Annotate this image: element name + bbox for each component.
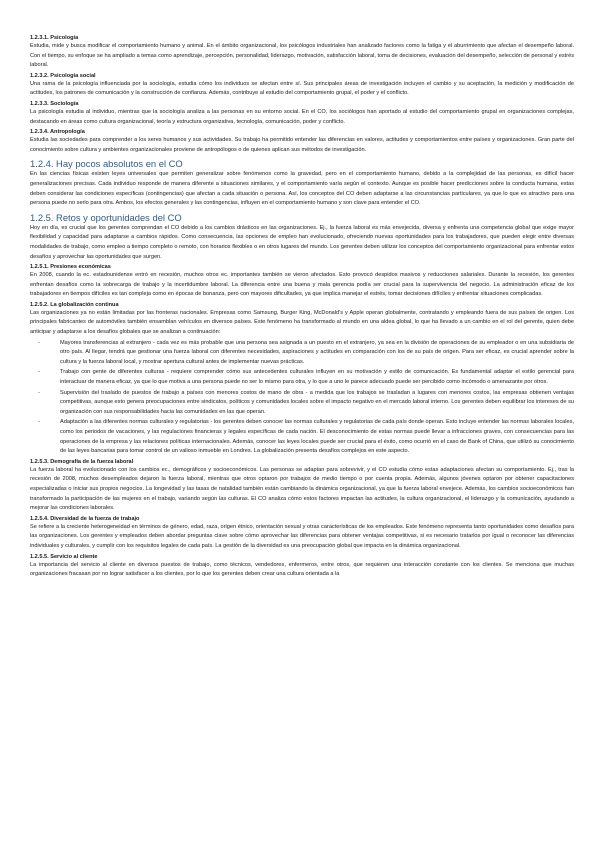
paragraph: Hoy en día, es crucial que los gerentes comprendan el CO debido a los cambios drásticos en las organizaciones. Ej., la fuerza laboral es más envejecida, diversa y enfrenta una competencia global que exige mayor flexibilidad y capacidad para adaptarse a cambios rápidos. Como consecuencia, las opciones de empleo han evolucionado, ofreciendo nuevas oportunidades para los trabajadores, que pueden elegir entre diversas modalidades de trabajo, como empleo a tiempo completo o remoto, con horarios flexibles o en otros lugares del mundo. Los gerentes deben utilizar los conceptos del comportamiento organizacional para enfrentar estos desafíos y aprovechar las oportunidades que surgen. — [30, 224, 574, 260]
bullet-item — [38, 418, 574, 456]
bullet-text: Mayores transferencias al extranjero - cada vez es más probable que una persona sea asignada a un puesto en el extranjero, ya sea en la división de operaciones de su empleador o en una subsidiaria de otro país. Al llegar, tendrá que gestionar una fuerza laboral con diferentes necesidades, aspiraciones y actitudes en comparación con los de su país de origen. Para ser eficaz, es crucial aprender sobre la cultura y la fuerza laboral local, y mostrar apertura cultural antes de implementar nuevas prácticas. — [60, 339, 574, 365]
subsection-heading: 1.2.5.3. Demografía de la fuerza laboral — [30, 458, 134, 465]
bullet-dash-icon: - — [38, 339, 40, 346]
bullet-item — [38, 389, 574, 418]
paragraph: La fuerza laboral ha evolucionado con los cambios ec., demográficos y socioeconómicos. Las personas se adaptan para sobrevivir, y el CO estudia cómo estas adaptaciones afectan su comportamiento. Ej., tras la recesión de 2008, muchos desempleados dejaron la fuerza laboral, mientras que otros optaron por trabajos de medio tiempo o por cuenta propia. Además, algunos jóvenes optaron por obtener capacitaciones especializadas o iniciar sus propios negocios. La longevidad y las tasas de natalidad también están cambiando la dinámica organizacional, ya que la fuerza laboral envejece. Además, los cambios socioeconómicos han transformado la participación de las mujeres en el trabajo, variando según las culturas. El CO analiza cómo estos factores impactan las actitudes, la cultura organizacional, el liderazgo y la comunicación, ayudando a mejorar las condiciones laborales. — [30, 466, 574, 512]
paragraph: La importancia del servicio al cliente en diversos puestos de trabajo, como técnicos, vendedores, enfermeros, entre otros, que requieren una interacción constante con los clientes. Se menciona que muchas organizaciones fracasan por no lograr satisfacer a los clientes, por lo que los gerentes deben crear una cultura orientada a la — [30, 561, 574, 578]
paragraph: Se refiere a la creciente heterogeneidad en términos de género, edad, raza, origen étnico, orientación sexual y otras características de los empleados. Este fenómeno representa tanto oportunidades como desafíos para las organizaciones. Los gerentes y empleados deben abordar preguntas clave sobre cómo aprovechar las diferencias para obtener ventajas competitivas, si es necesario tratarlos por igual o reconocer las diferencias individuales y culturales, y cumplir con los requisitos legales de cada país. La gestión de la diversidad es una preocupación global que impacta en la dinámica organizacional. — [30, 523, 574, 549]
subsection-heading: 1.2.3.3. Sociología — [30, 100, 79, 107]
bullet-item — [38, 339, 574, 368]
bullet-dash-icon: - — [38, 419, 40, 426]
paragraph: Una rama de la psicología influenciada por la sociología, estudia cómo los individuos se afectan entre sí. Sus principales áreas de investigación incluyen el cambio y su aceptación, la medición y modificación de actitudes, los patrones de comunicación y la construcción de confianza. Además, contribuye al estudio del comportamiento grupal, el poder y el conflicto. — [30, 80, 574, 97]
paragraph: En 2008, cuando la ec. estadounidense entró en recesión, muchos otros ec. importantes también se vieron afectados. Esto provocó despidos masivos y reducciones salariales. Durante la recesión, los gerentes enfrentan desafíos como la sobrecarga de trabajo y la incertidumbre laboral. La diferencia entre una buena y mala gerencia podía ser crucial para la supervivencia del negocio. La administración eficaz de los trabajadores en tiempos difíciles es tan compleja como en épocas de bonanza, pero con mayores dificultades, ya que implica manejar el estrés, tomar decisiones difíciles y enfrentar situaciones complicadas. — [30, 272, 574, 298]
bullet-text: Supervisión del traslado de puestos de trabajo a países con menores costos de mano de obra - a medida que los trabajos se trasladan a lugares con menores costos, las empresas obtienen ventajas competitivas, aunque esto genera preocupaciones entre sindicatos, políticos y comunidades locales sobre el impacto negativo en el mercado laboral interno. Los gerentes deben equilibrar los intereses de su organización con sus responsabilidades hacia las comunidades en las que operan. — [60, 389, 574, 415]
paragraph: Estudia las sociedades para comprender a los seres humanos y sus actividades. Su trabajo ha permitido entender las diferencias en valores, actitudes y comportamientos entre países y organizaciones. Gran parte del conocimiento sobre cultura y ambientes organizacionales proviene de antropólogos o de quienes aplican sus métodos de investigación. — [30, 137, 574, 153]
subsection-heading: 1.2.3.1. Psicología — [30, 35, 79, 41]
bullet-list — [30, 339, 574, 457]
subsection-heading: 1.2.5.1. Presiones económicas — [30, 264, 111, 271]
paragraph: Las organizaciones ya no están limitadas por las fronteras nacionales. Empresas como Samsung, Burger King, McDonald's y Apple operan globalmente, contratando y empleando fuera de sus países de origen. Los principales fabricantes de automóviles también ensamblan vehículos en diversos países. Este fenómeno ha transformado al mundo en una aldea global, lo que ha llevado a un cambio en el rol del gerente, quien debe anticipar y adaptarse a los desafíos globales que se analizan a continuación: — [30, 309, 574, 336]
subsection-heading: 1.2.3.2. Psicología social — [30, 72, 96, 79]
bullet-text: Adaptación a las diferentes normas culturales y regulatorias - los gerentes deben conocer las normas culturales y regulatorias de cada país donde operan. Esto incluye entender las normas laborales locales, como los periodos de vacaciones, y las regulaciones financieras y legales específicas de cada nación. El desconocimiento de estas normas puede llevar a infracciones graves, con consecuencias para las operaciones de la empresa y las relaciones políticas internacionales. Además, conocer las leyes locales puede ser crucial para el éxito, como ocurrió en el caso de Bank of China, que utilizó su conocimiento de las leyes bancarias para tomar control de un valioso inmueble en Londres. La globalización presenta desafíos complejos en este aspecto. — [60, 419, 574, 455]
section-heading: 1.2.4. Hay pocos absolutos en el CO — [30, 158, 183, 170]
paragraph: La psicología estudia al individuo, mientras que la sociología analiza a las personas en su entorno social. En el CO, los sociólogos han aportado al estudio del comportamiento grupal en organizaciones complejas, destacando en áreas como cultura organizacional, teoría y estructura organizativa, tecnología, comunicación, poder y conflicto. — [30, 108, 574, 125]
section-heading: 1.2.5. Retos y oportunidades del CO — [30, 211, 182, 223]
subsection-heading: 1.2.5.2. La globalización continua — [30, 301, 119, 308]
paragraph: Estudia, mide y busca modificar el comportamiento humano y animal. En el ámbito organizacional, los psicólogos industriales han analizado factores como la fatiga y el aburrimiento que afectan el desempeño laboral. Con el tiempo, su enfoque se ha ampliado a temas como aprendizaje, percepción, personalidad, liderazgo, motivación, satisfacción laboral, toma de decisiones, evaluación del desempeño, selección de personal y estrés laboral. — [30, 43, 574, 69]
subsection-heading: 1.2.5.4. Diversidad de la fuerza de trabajo — [30, 515, 140, 522]
subsection-heading: 1.2.3.4. Antropología — [30, 129, 85, 136]
bullet-dash-icon: - — [38, 389, 40, 396]
subsection-heading: 1.2.5.5. Servicio al cliente — [30, 553, 98, 560]
bullet-item — [38, 368, 574, 387]
paragraph: En las ciencias físicas existen leyes universales que permiten generalizar sobre fenómenos como la gravedad, pero en el comportamiento humano, debido a la complejidad de las personas, es difícil hacer generalizaciones precisas. Cada individuo responde de manera diferente a situaciones similares, y el comportamiento varía según el contexto. Aunque es posible hacer predicciones sobre la conducta humana, estas deben considerar las condiciones específicas (contingencias) que afectan a cada situación o persona. Así, los conceptos del CO deben adaptarse a las circunstancias particulares, ya que lo que es atractivo para una persona puede no serlo para otra. Ambos, los efectos generales y las contingencias, influyen en el comportamiento humano y son clave para entender el CO. — [30, 171, 574, 207]
bullet-text: Trabajo con gente de diferentes culturas - requiere comprender cómo sus antecedentes culturales influyen en su motivación y estilo de comunicación. Es fundamental adaptar el estilo gerencial para interactuar de manera eficaz, ya que lo que motiva a una persona puede no ser lo mismo para otra, y lo que a uno le parece adecuado puede ser percibido como incómodo o amenazante por otros. — [60, 369, 574, 386]
bullet-dash-icon: - — [38, 369, 40, 376]
